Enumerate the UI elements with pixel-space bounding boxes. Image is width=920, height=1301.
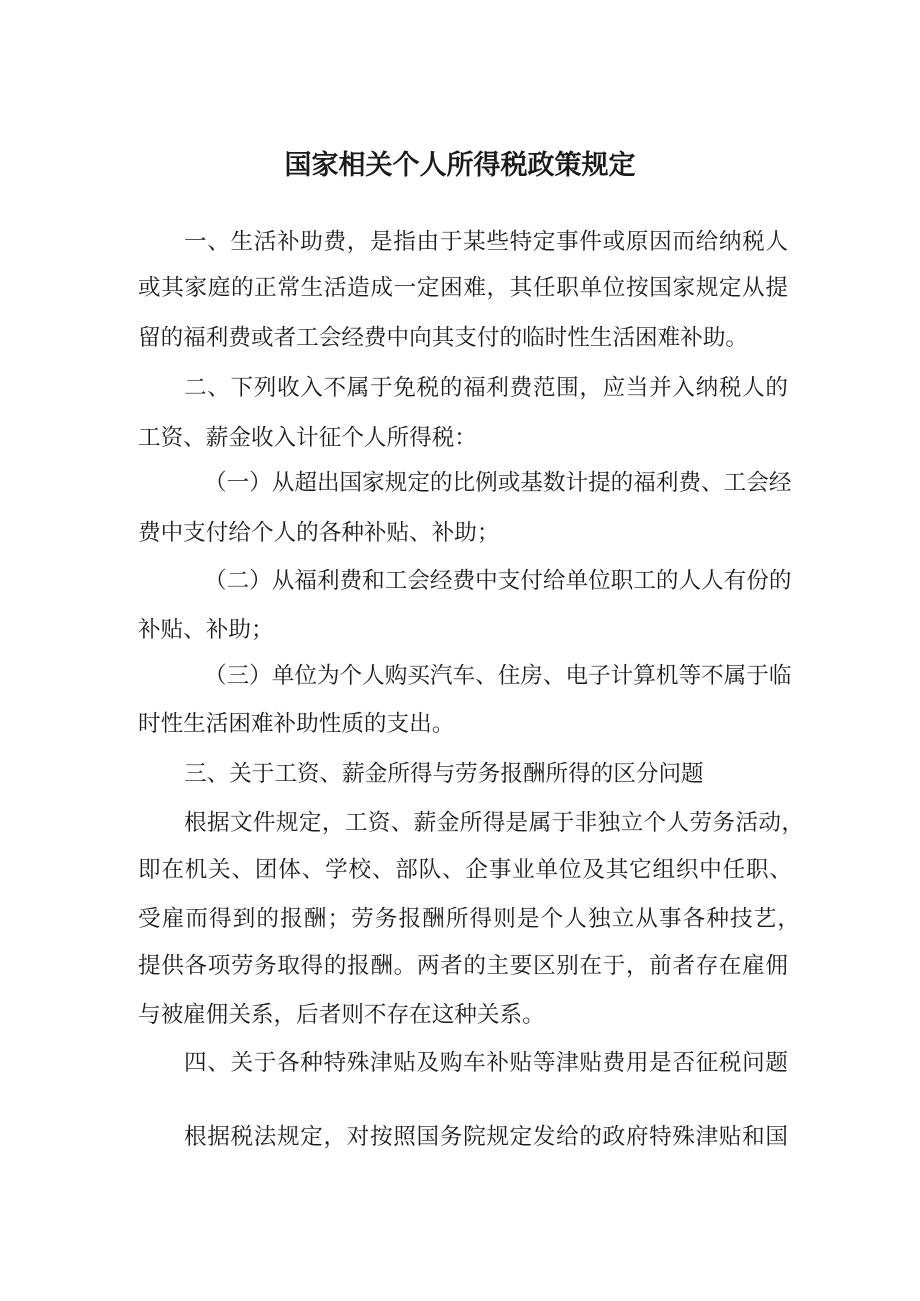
paragraph-line: 费中支付给个人的各种补贴、补助； (138, 520, 500, 546)
paragraph-line: 提供各项劳务取得的报酬。两者的主要区别在于，前者存在雇佣 (138, 953, 788, 979)
paragraph-line: 与被雇佣关系，后者则不存在这种关系。 (138, 1002, 545, 1028)
paragraph-line: 或其家庭的正常生活造成一定困难，其任职单位按国家规定从提 (138, 275, 788, 301)
paragraph-line: 留的福利费或者工会经费中向其支付的临时性生活困难补助。 (138, 325, 749, 351)
paragraph-line: 根据文件规定，工资、薪金所得是属于非独立个人劳务活动， (184, 810, 804, 836)
paragraph-line: （三）单位为个人购买汽车、住房、电子计算机等不属于临 (204, 663, 792, 689)
paragraph-line: 一、生活补助费，是指由于某些特定事件或原因而给纳税人 (184, 229, 788, 255)
paragraph-line: （二）从福利费和工会经费中支付给单位职工的人人有份的 (204, 568, 792, 594)
paragraph-line: 根据税法规定，对按照国务院规定发给的政府特殊津贴和国 (184, 1124, 788, 1150)
paragraph-line: 四、关于各种特殊津贴及购车补贴等津贴费用是否征税问题 (184, 1050, 788, 1076)
paragraph-line: 二、下列收入不属于免税的福利费范围，应当并入纳税人的 (184, 375, 788, 401)
paragraph-line: 即在机关、团体、学校、部队、企事业单位及其它组织中任职、 (138, 857, 792, 883)
paragraph-line: 时性生活困难补助性质的支出。 (138, 711, 455, 737)
paragraph-line: （一）从超出国家规定的比例或基数计提的福利费、工会经 (204, 470, 792, 496)
document-title: 国家相关个人所得税政策规定 (284, 150, 636, 181)
paragraph-line: 补贴、补助； (138, 617, 274, 643)
paragraph-line: 工资、薪金收入计征个人所得税： (138, 425, 477, 451)
paragraph-line: 三、关于工资、薪金所得与劳务报酬所得的区分问题 (184, 761, 704, 787)
paragraph-line: 受雇而得到的报酬；劳务报酬所得则是个人独立从事各种技艺， (138, 906, 800, 932)
